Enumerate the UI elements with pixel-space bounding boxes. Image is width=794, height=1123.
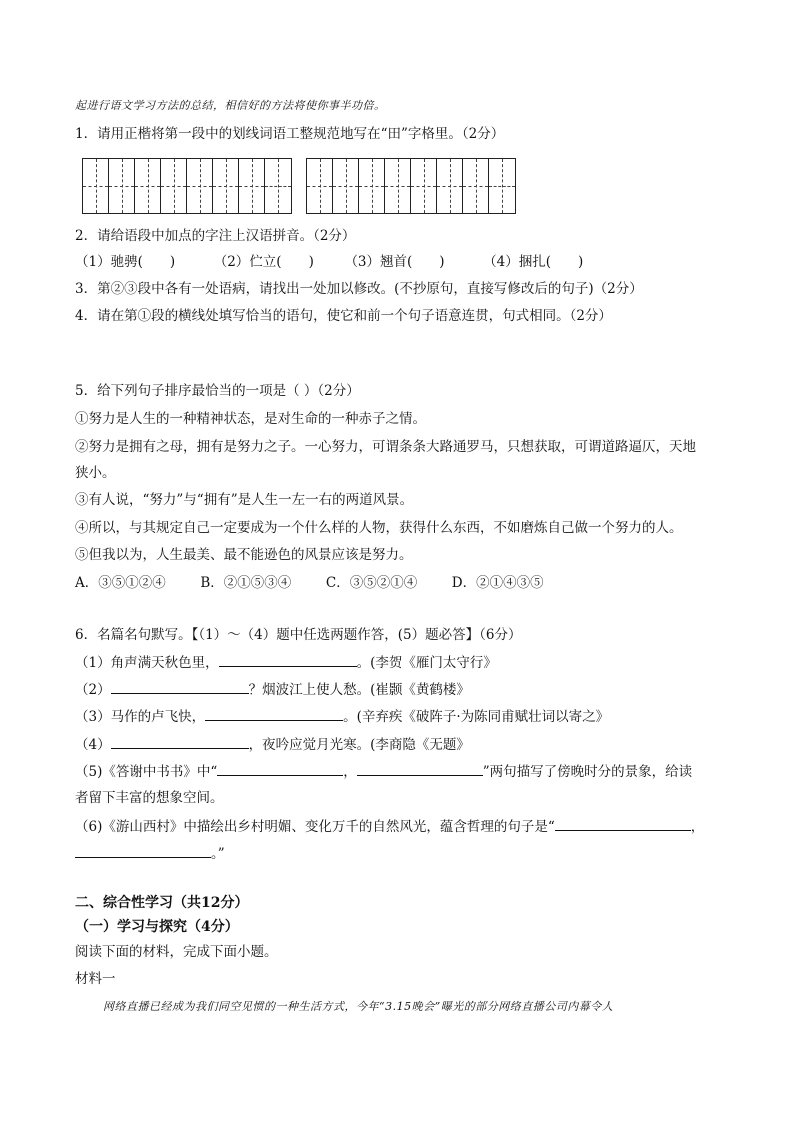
q5-option-b[interactable]: B．②①⑤③④ [200,575,292,591]
question-2-items [75,252,734,272]
q6-6-comma: ， [690,819,705,835]
grid-cell[interactable] [83,159,109,213]
q5-option-d[interactable]: D．②①④③⑤ [451,575,544,591]
question-5: 5．给下列句子排序最恰当的一项是（ ）（2分） [75,383,360,399]
q6-item-1 [75,652,734,673]
q5-sentence-2: ②努力是拥有之母，拥有是努力之子。一心努力，可谓条条大路通罗马，只想获取，可谓道路逼仄，天地 [75,439,696,455]
q5-sentence-1: ①努力是人生的一种精神状态，是对生命的一种赤子之情。 [75,411,426,427]
q6-item-4 [75,734,734,755]
q6-2-blank[interactable] [111,679,249,694]
q6-item-3 [75,706,734,727]
grid-cell[interactable] [109,159,135,213]
q2-item-1: （1）驰骋( ) [75,254,176,270]
grid-cell[interactable] [411,159,437,213]
q6-item-2 [75,679,734,700]
grid-cell[interactable] [213,159,239,213]
grid-cell[interactable] [359,159,385,213]
question-2: 2．请给语段中加点的字注上汉语拼音。（2分） [75,228,356,244]
q6-3-prompt: （3）马作的卢飞快， [75,709,206,725]
q6-4-source: ，夜吟应觉月光寒。(李商隐《无题》 [248,737,470,753]
q6-5-prompt: （5)《答谢中书书》中“ [75,764,218,780]
section-2-sub-heading: （一）学习与探究（4分） [75,919,239,935]
tianzige-grid [82,158,516,214]
question-4: 4．请在第①段的横线处填写恰当的语句，使它和前一个句子语意连贯，句式相同。（2分） [75,308,612,324]
question-1: 1．请用正楷将第一段中的划线词语工整规范地写在“田”字格里。（2分） [75,126,505,142]
section-2-heading: 二、综合性学习（共12分） [75,895,249,911]
q6-item-6-cont [75,843,734,864]
grid-group-2 [306,158,516,214]
grid-cell[interactable] [307,159,333,213]
q5-sentence-5: ⑤但我以为，人生最美、最不能逊色的风景应该是努力。 [75,547,413,563]
q6-3-blank[interactable] [205,706,343,721]
grid-cell[interactable] [463,159,489,213]
q5-options [75,573,734,593]
q2-item-3: （3）翘首( ) [344,254,445,270]
q6-5-comma: ， [343,764,357,780]
grid-cell[interactable] [333,159,359,213]
material-1-label: 材料一 [75,971,116,987]
q5-sentence-2-cont: 狭小。 [75,465,116,481]
grid-group-1 [82,158,292,214]
q6-item-5 [75,761,734,782]
q6-5-blank-1[interactable] [217,761,343,776]
grid-cell[interactable] [187,159,213,213]
grid-cell[interactable] [489,159,515,213]
grid-cell[interactable] [239,159,265,213]
q6-2-source: ？烟波江上使人愁。(崔颢《黄鹤楼》 [248,682,470,698]
q5-option-a[interactable]: A．③⑤①②④ [75,575,166,591]
q6-4-prompt: （4） [75,737,111,753]
q5-sentence-3: ③有人说，“努力”与“拥有”是人生一左一右的两道风景。 [75,492,414,508]
q5-sentence-4: ④所以，与其规定自己一定要成为一个什么样的人物，获得什么东西，不如磨炼自己做一个努力的人。 [75,520,683,536]
q6-6-blank-1[interactable] [555,816,691,831]
grid-cell[interactable] [385,159,411,213]
grid-cell[interactable] [161,159,187,213]
q6-1-source: 。(李贺《雁门太守行》 [356,655,497,671]
question-3: 3．第②③段中各有一处语病，请找出一处加以修改。(不抄原句，直接写修改后的句子)（2分） [75,281,643,297]
q6-3-source: 。(辛弃疾《破阵子·为陈同甫赋壮词以寄之》 [343,709,610,725]
q6-2-prompt: （2） [75,682,111,698]
q2-item-2: （2）伫立( ) [213,254,314,270]
q5-option-c[interactable]: C．③⑤②①④ [325,575,418,591]
q6-6-end: 。” [211,846,225,862]
q6-5-tail: ”两句描写了傍晚时分的景象，给读 [482,764,693,780]
q6-5-blank-2[interactable] [357,761,483,776]
q6-item-6 [75,816,734,837]
q6-1-blank[interactable] [219,652,357,667]
q2-item-4: （4）捆扎( ) [483,254,584,270]
q6-6-prompt: （6)《游山西村》中描绘出乡村明媚、变化万千的自然风光，蕴含哲理的句子是“ [75,819,555,835]
q6-6-blank-2[interactable] [75,843,211,858]
q6-item-5-cont: 者留下丰富的想象空间。 [75,790,224,806]
grid-cell[interactable] [437,159,463,213]
grid-cell[interactable] [135,159,161,213]
grid-cell[interactable] [265,159,291,213]
reading-instruction: 阅读下面的材料，完成下面小题。 [75,944,278,960]
material-1-text: 网络直播已经成为我们同空见惯的一种生活方式，今年“3.15晚会”曝光的部分网络直播公司内幕令人 [103,1000,614,1013]
q6-1-prompt: （1）角声满天秋色里， [75,655,219,671]
q6-4-blank[interactable] [111,734,249,749]
question-6: 6．名篇名句默写。【（1）～（4）题中任选两题作答，(5）题必答】（6分） [75,627,522,643]
intro-text: 起进行语文学习方法的总结，相信好的方法将使你事半功倍。 [75,99,386,112]
